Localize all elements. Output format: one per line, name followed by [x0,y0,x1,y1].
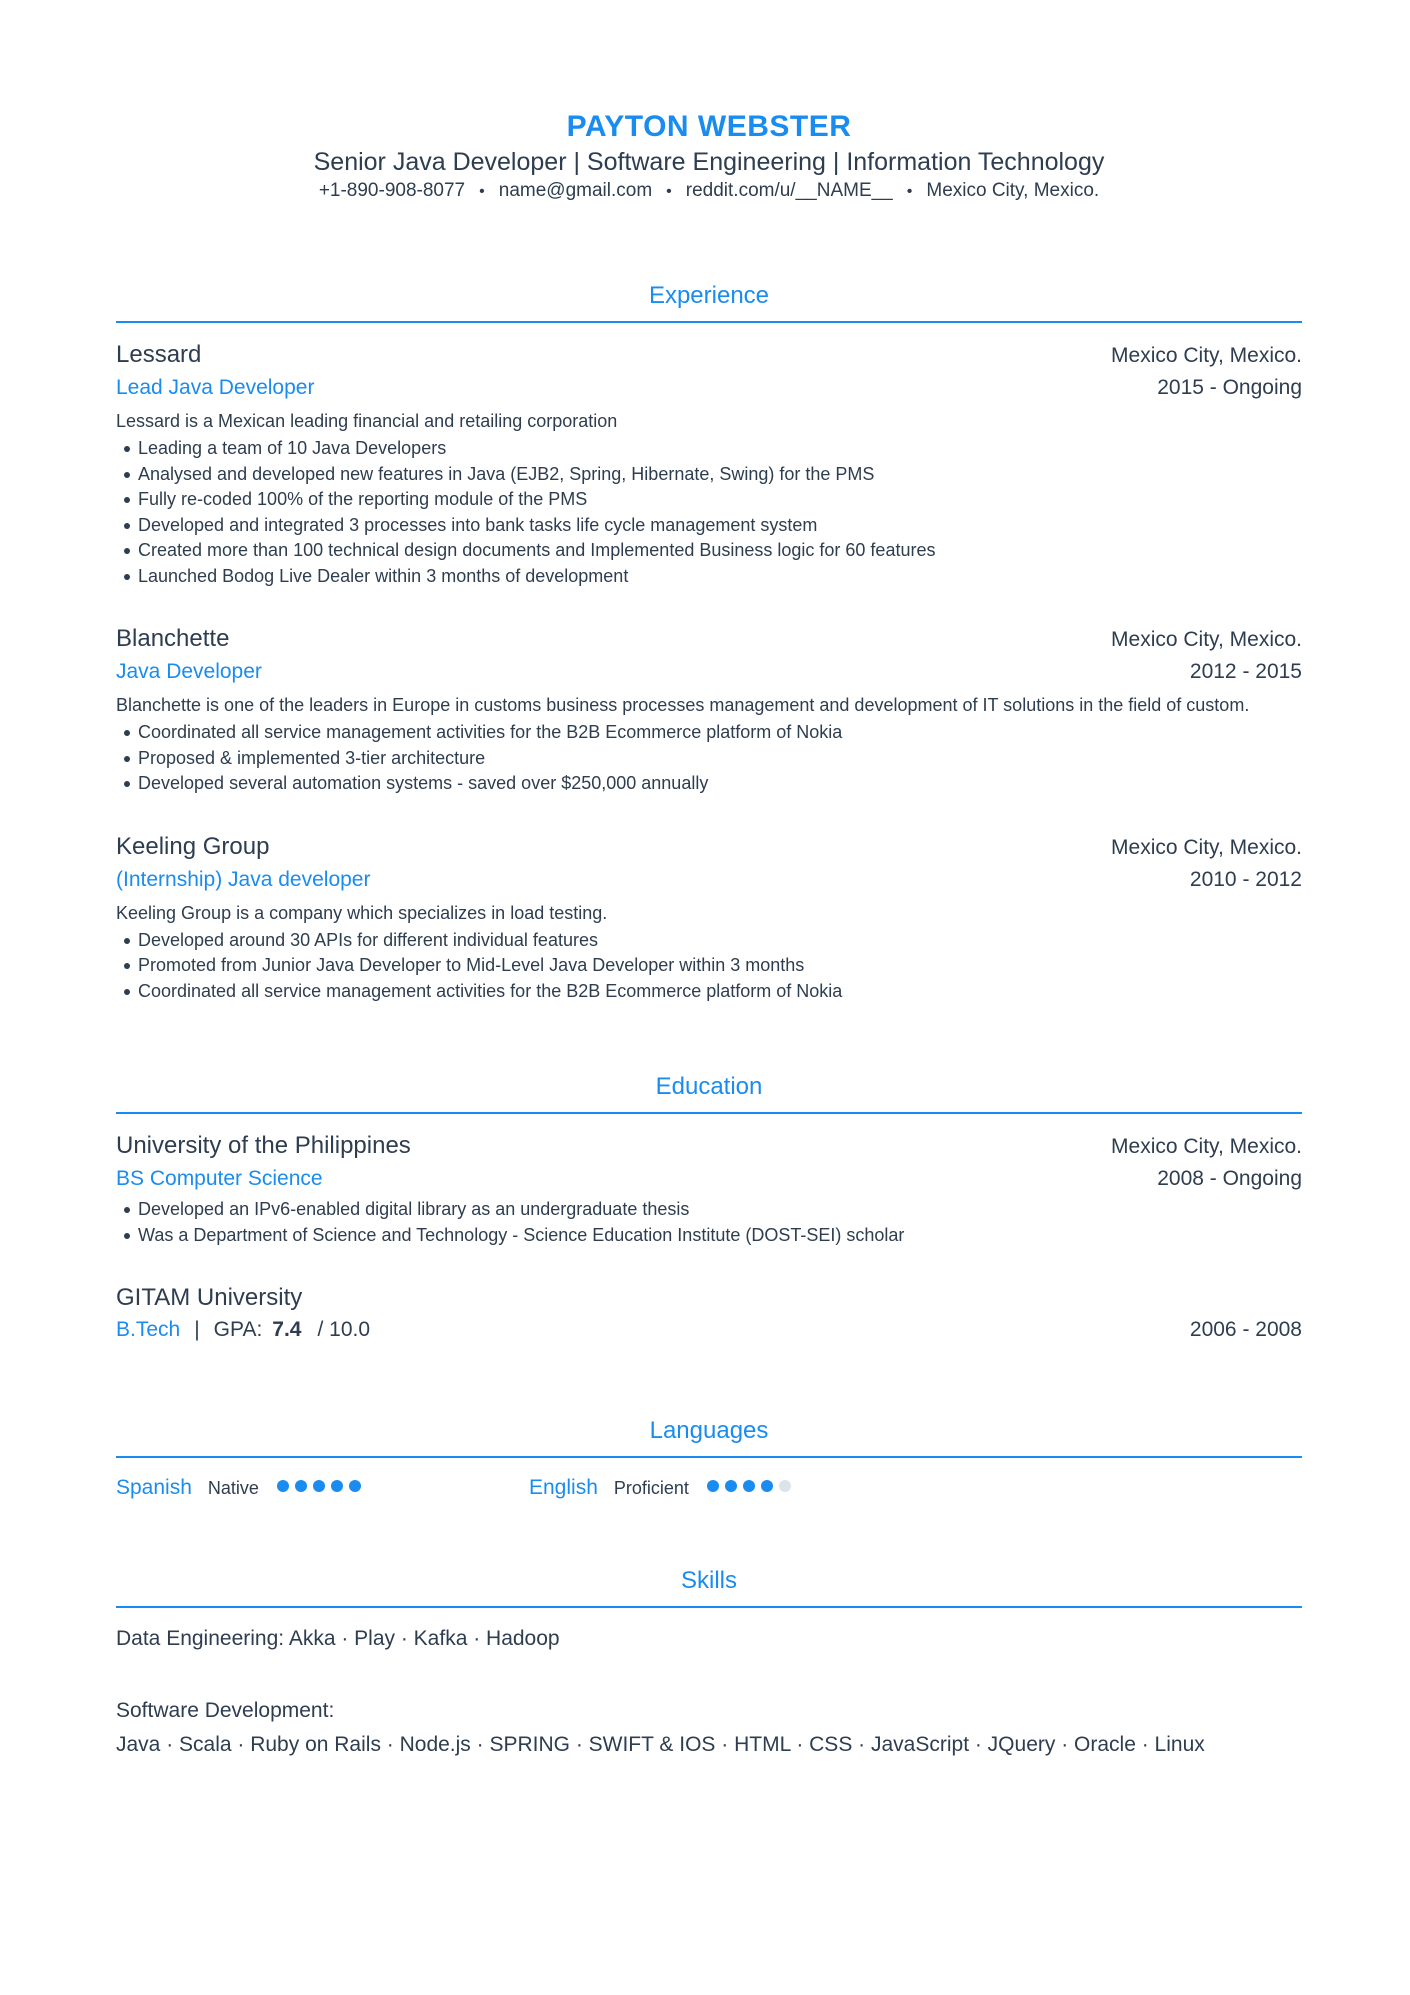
language-rating [707,1479,797,1497]
education-entry [116,1282,1302,1346]
gpa-value: 7.4 [272,1318,302,1341]
achievement-list [116,928,1302,1005]
list-item: Launched Bodog Live Dealer within 3 months of development [116,564,1302,590]
education-entry [116,1130,1302,1248]
language-list [116,1476,1302,1500]
list-item: Was a Department of Science and Technology - Science Education Institute (DOST-SEI) scholar [116,1223,1302,1249]
company-name: Blanchette [116,625,230,652]
skill-group-items: Java · Scala · Ruby on Rails · Node.js · SPRING · SWIFT & IOS · HTML · CSS · JavaScript · JQuery · Oracle · Linux [116,1733,1205,1756]
school-name: University of the Philippines [116,1132,411,1159]
language-item [529,1476,942,1500]
location-text: Mexico City, Mexico. [926,180,1100,201]
gpa-max: / 10.0 [317,1318,371,1341]
list-item: Developed an IPv6-enabled digital library as an undergraduate thesis [116,1197,1302,1223]
separator-dot: • [906,183,913,200]
job-title: (Internship) Java developer [116,867,371,891]
phone-text: +1-890-908-8077 [318,180,466,201]
entry-location: Mexico City, Mexico. [1111,835,1302,859]
entry-dates: 2010 - 2012 [1189,867,1302,891]
skill-group-items: Akka · Play · Kafka · Hadoop [288,1627,560,1650]
section-title-languages: Languages [116,1416,1302,1458]
rating-dot-filled [313,1480,325,1492]
experience-entry [116,831,1302,1005]
entry-location: Mexico City, Mexico. [1111,1135,1302,1158]
separator-bar: | [194,1318,200,1341]
list-item: Coordinated all service management activities for the B2B Ecommerce platform of Nokia [116,720,1302,746]
skill-group [116,1696,1302,1760]
skill-group [116,1624,1302,1654]
rating-dot-filled [277,1480,289,1492]
list-item: Developed and integrated 3 processes into bank tasks life cycle management system [116,513,1302,539]
language-name: Spanish [116,1476,192,1499]
list-item: Proposed & implemented 3-tier architecture [116,746,1302,772]
rating-dot-filled [349,1480,361,1492]
languages-section [116,1416,1302,1500]
school-name: GITAM University [116,1284,303,1311]
achievement-list [116,1197,1302,1248]
language-name: English [529,1476,598,1499]
contact-line [116,178,1302,205]
company-description: Keeling Group is a company which specializes in load testing. [116,902,608,923]
experience-entry [116,339,1302,589]
entry-location: Mexico City, Mexico. [1111,344,1302,367]
experience-entry [116,623,1302,797]
rating-dot-filled [761,1480,773,1492]
job-title: Java Developer [116,660,262,683]
rating-dot-filled [295,1480,307,1492]
experience-section [116,281,1302,1004]
entry-dates: 2006 - 2008 [1189,1318,1302,1341]
list-item: Analysed and developed new features in Java (EJB2, Spring, Hibernate, Swing) for the PMS [116,462,1302,488]
resume-header [116,0,1302,205]
skills-section [116,1566,1302,1760]
rating-dot-empty [779,1480,791,1492]
list-item: Promoted from Junior Java Developer to Mid-Level Java Developer within 3 months [116,953,1302,979]
degree-gpa-line [116,1315,370,1345]
gpa-label: GPA: [213,1318,263,1341]
section-title-education: Education [116,1072,1302,1114]
company-description: Lessard is a Mexican leading financial and retailing corporation [116,411,618,431]
candidate-headline: Senior Java Developer | Software Engineering | Information Technology [313,148,1105,176]
rating-dot-filled [707,1480,719,1492]
list-item: Developed around 30 APIs for different individual features [116,928,1302,954]
separator-dot: • [666,183,672,200]
education-section [116,1072,1302,1346]
language-item [116,1476,529,1500]
section-title-skills: Skills [116,1566,1302,1608]
candidate-name: PAYTON WEBSTER [566,110,852,143]
entry-dates: 2012 - 2015 [1189,660,1302,683]
language-rating [277,1479,367,1497]
list-item: Created more than 100 technical design documents and Implemented Business logic for 60 features [116,538,1302,564]
resume-content [116,0,1302,1760]
list-item: Fully re-coded 100% of the reporting module of the PMS [116,487,1302,513]
language-level: Native [207,1477,259,1498]
separator-dot: • [479,183,485,200]
rating-dot-filled [725,1480,737,1492]
rating-dot-filled [743,1480,755,1492]
job-title: Lead Java Developer [116,376,315,399]
entry-dates: 2015 - Ongoing [1157,376,1302,399]
list-item: Coordinated all service management activities for the B2B Ecommerce platform of Nokia [116,979,1302,1005]
entry-location: Mexico City, Mexico. [1111,628,1302,651]
skill-group-label: Data Engineering: [116,1627,285,1650]
language-level: Proficient [613,1477,689,1498]
achievement-list [116,436,1302,589]
email-link[interactable]: name@gmail.com [498,180,653,201]
company-description: Blanchette is one of the leaders in Europe in customs business processes management and development of IT solutions in the field of custom. [116,695,1250,715]
list-item: Leading a team of 10 Java Developers [116,436,1302,462]
degree-name: B.Tech [116,1318,181,1341]
rating-dot-filled [331,1480,343,1492]
skill-group-label: Software Development: [116,1699,335,1722]
company-name: Keeling Group [116,832,270,860]
list-item: Developed several automation systems - saved over $250,000 annually [116,771,1302,797]
company-name: Lessard [116,341,202,368]
section-title-experience: Experience [116,281,1302,323]
achievement-list [116,720,1302,797]
degree-name: BS Computer Science [116,1167,323,1190]
profile-link[interactable]: reddit.com/u/__NAME__ [685,180,893,201]
entry-dates: 2008 - Ongoing [1157,1167,1302,1190]
